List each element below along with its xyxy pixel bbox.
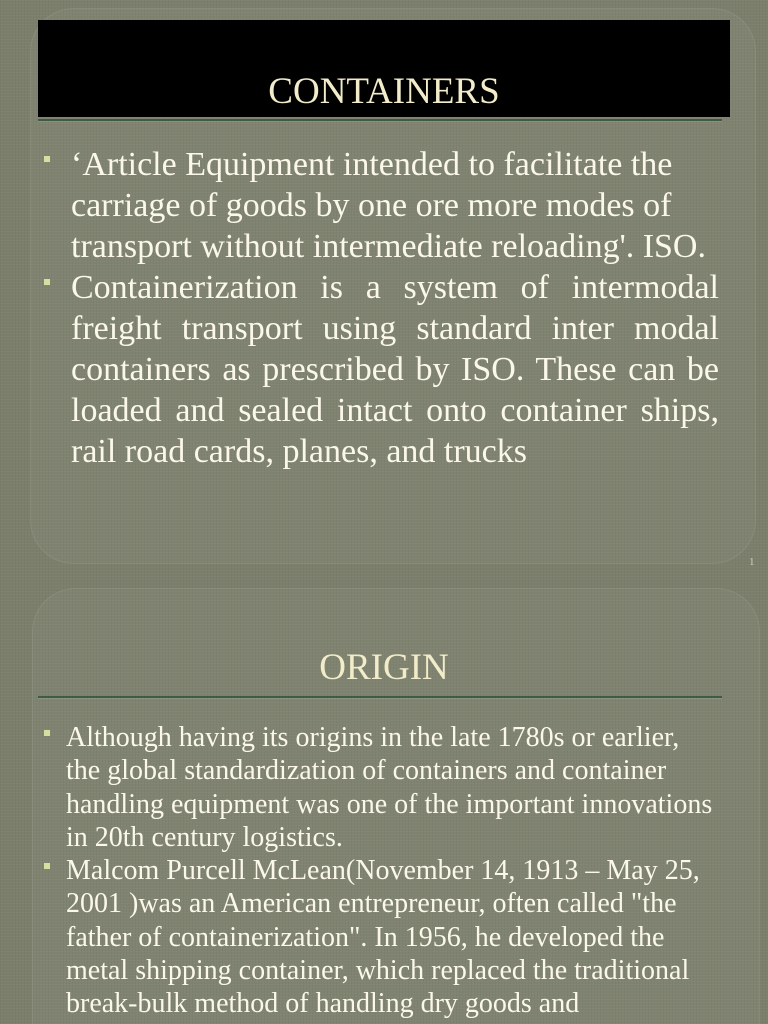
bullet-line: break-bulk method of handling dry goods and [66, 988, 580, 1019]
bullet-icon [44, 730, 50, 736]
bullet-line: transport without intermediate reloading'. ISO. [71, 228, 706, 265]
bullet-line: Containerization is a system of intermodal [71, 269, 719, 306]
page-number: 1 [749, 556, 755, 568]
slide-title: CONTAINERS [268, 71, 500, 112]
bullet-line: handling equipment was one of the important innovations [66, 788, 713, 820]
bullet-line: carriage of goods by one ore more modes of [71, 187, 672, 224]
bullet-icon [44, 863, 50, 869]
bullet-item [66, 721, 720, 854]
bullet-line: containers as prescribed by ISO. These can be [71, 351, 719, 388]
bullet-line: the global standardization of containers and container [66, 755, 667, 787]
bullet-line: metal shipping container, which replaced the traditional [66, 954, 690, 986]
bullet-line: rail road cards, planes, and trucks [71, 433, 527, 470]
bullet-line: Although having its origins in the late 1780s or earlier, [66, 722, 680, 753]
bullet-line: Malcom Purcell McLean(November 14, 1913 – May 25, [66, 855, 700, 886]
bullet-line: ‘Article Equipment intended to facilitate the [71, 146, 673, 183]
bullet-item [66, 854, 720, 1020]
slide-body [66, 721, 720, 1020]
slide-title: ORIGIN [319, 647, 449, 688]
bullet-line: freight transport using standard inter modal [71, 310, 719, 347]
bullet-line: 2001 )was an American entrepreneur, often called "the [66, 888, 677, 920]
title-divider [38, 696, 722, 699]
bullet-line: in 20th century logistics. [66, 821, 343, 853]
bullet-line: loaded and sealed intact onto container ships, [71, 392, 719, 429]
bullet-line: father of containerization". In 1956, he developed the [66, 921, 665, 953]
